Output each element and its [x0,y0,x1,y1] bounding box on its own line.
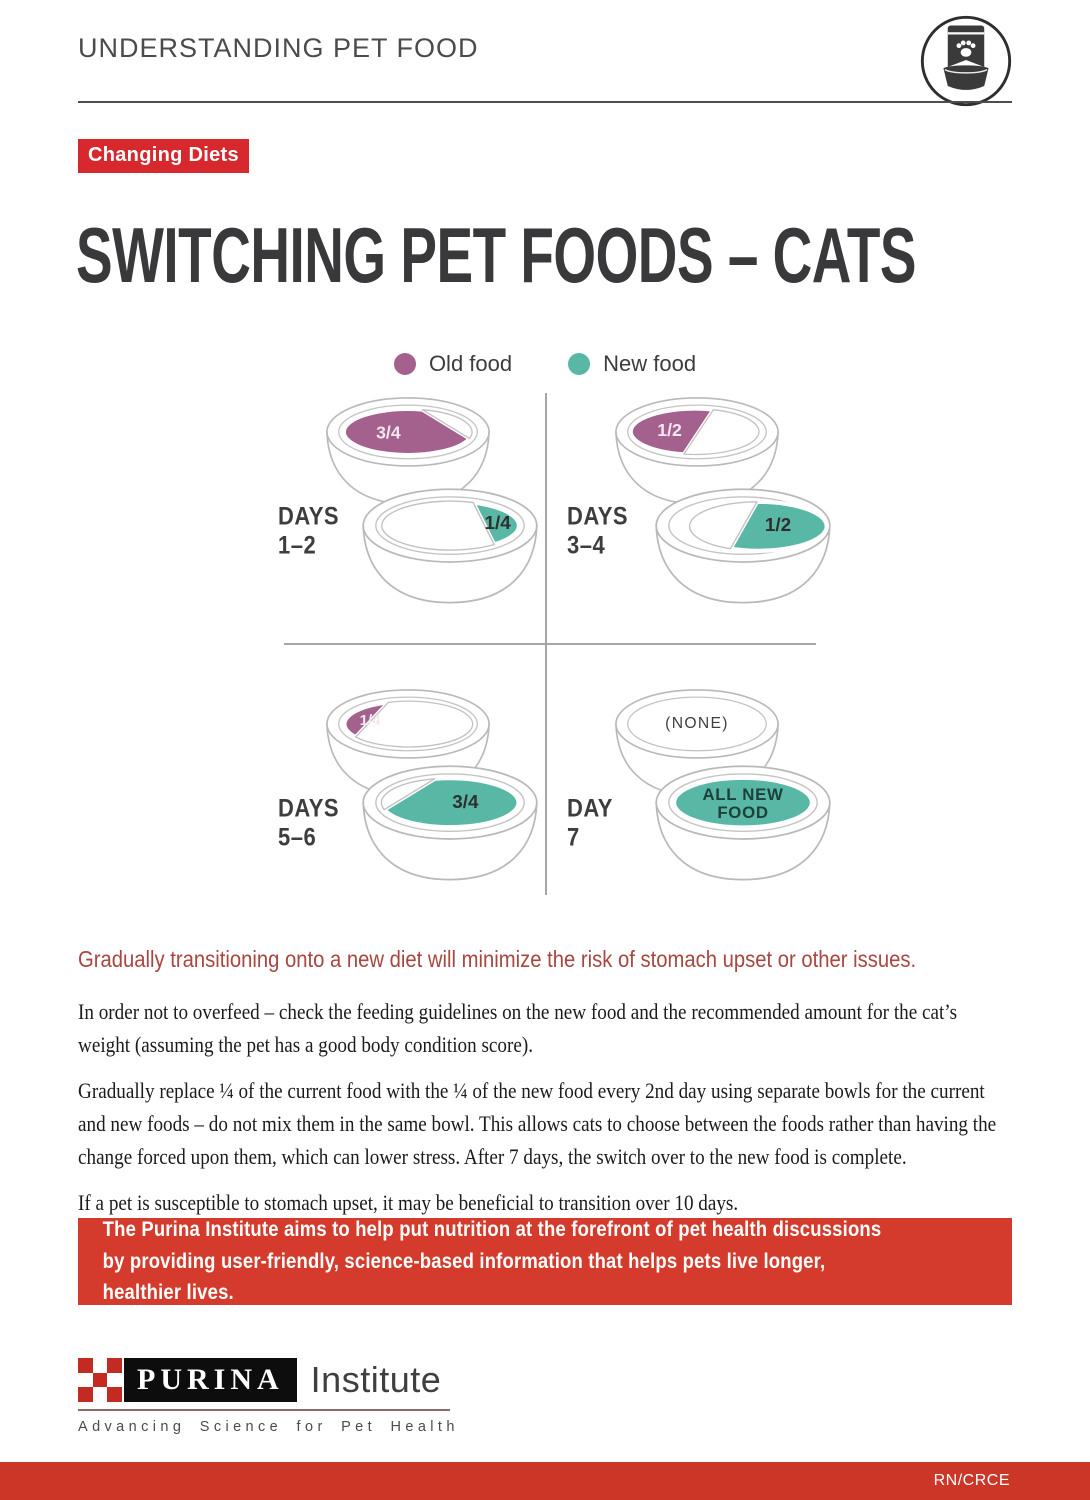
fraction-label: 1/4 [484,513,511,535]
quadrant-label-line1: DAYS [278,794,340,822]
quadrant-label-line1: DAYS [567,502,629,530]
mission-banner [78,1218,1012,1305]
quadrant-day-7 [548,648,820,906]
brand-name: PURINA [137,1363,284,1396]
quadrant-label-line2: 7 [567,823,580,852]
fraction-label: 3/4 [452,792,479,814]
old-food-dot-icon [394,353,416,375]
bowl-all-new-food [652,762,834,888]
logo-row [78,1358,450,1402]
footer-code: RN/CRCE [933,1472,1010,1489]
transition-schedule-diagram [272,390,820,906]
page-title: SWITCHING PET FOODS – CATS [76,210,916,299]
body-paragraph: If a pet is susceptible to stomach upset, it may be beneficial to transition over 10 days. [78,1190,739,1215]
bowl-new-food [359,485,541,611]
checkerboard-logo-icon [78,1358,122,1402]
legend-item-new-food [568,351,696,377]
quadrant-label-line1: DAYS [278,502,340,530]
legend-label-new: New food [603,351,697,376]
logo-divider [78,1409,450,1411]
body-paragraph: In order not to overfeed – check the feeding guidelines on the new food and the recommended amount for the cat’s weight (assuming the pet has a good body condition score). [78,999,958,1057]
brand-suffix: Institute [310,1359,442,1400]
page-header-title: UNDERSTANDING PET FOOD [78,33,479,63]
quadrant-label-line2: 3–4 [567,531,606,560]
body-copy [78,995,1013,1232]
legend-label-old: Old food [428,351,513,376]
header-divider [78,101,1012,103]
fraction-label: 1/2 [764,515,792,537]
fraction-label: 3/4 [376,422,401,443]
quadrant-label-line1: DAY [567,794,613,822]
quadrant-days-5-6 [272,648,544,906]
quadrant-days-3-4 [548,390,820,648]
quadrant-label-line2: 1–2 [278,531,317,560]
brand-box [124,1358,297,1402]
new-food-dot-icon [568,353,590,375]
quadrant-days-1-2 [272,390,544,648]
fraction-label: 1/2 [657,419,682,440]
legend [0,351,1090,377]
brand-tagline: Advancing Science for Pet Health [78,1419,459,1435]
all-new-food-label-line2: FOOD [717,803,769,822]
bowl-new-food [652,485,834,611]
quadrant-label [567,794,613,852]
footer-bar [0,1462,1090,1500]
none-label: (NONE) [665,714,729,732]
fraction-label: 1/4 [359,712,381,730]
pet-food-bag-bowl-icon [918,13,1014,109]
section-badge: Changing Diets [78,139,249,173]
purina-institute-logo [78,1358,459,1435]
body-paragraph: Gradually replace ¼ of the current food with the ¼ of the new food every 2nd day using separate bowls for the current and new foods – do not mix them in the same bowl. This allows cats to choose between the foods rather than having the change forced upon them, which can lower stress. After 7 days, the switch over to the new food is complete. [78,1078,997,1169]
legend-item-old-food [394,351,512,377]
bowl-new-food [359,762,541,888]
all-new-food-label-line1: ALL NEW [702,784,784,804]
quadrant-label-line2: 5–6 [278,823,317,852]
highlight-sentence: Gradually transitioning onto a new diet will minimize the risk of stomach upset or other issues. [78,946,917,972]
mission-banner-text: The Purina Institute aims to help put nutrition at the forefront of pet health discussions by providing user-friendly, science-based information that helps pets live longer, healthier lives. [102,1218,882,1305]
